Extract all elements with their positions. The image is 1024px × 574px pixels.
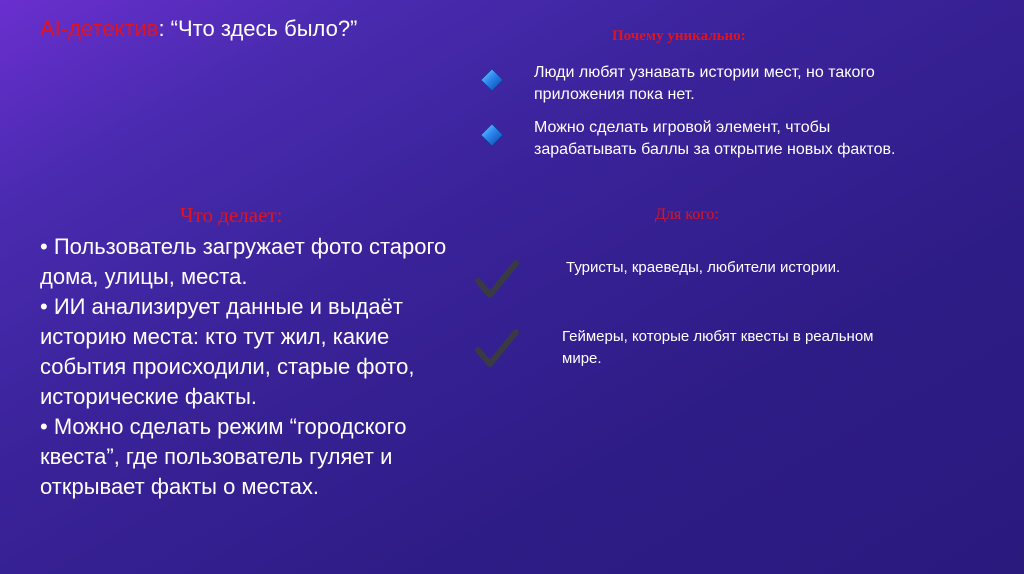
slide-title-accent: AI-детектив [40,16,159,41]
slide-title [40,14,357,44]
why-unique-text: Можно сделать игровой элемент, чтобы зарабатывать баллы за открытие новых фактов. [534,119,896,158]
for-whom-text: Геймеры, которые любят квесты в реальном мире. [562,328,874,367]
why-unique-text: Люди любят узнавать истории мест, но такого приложения пока нет. [534,64,875,103]
what-it-does-heading: Что делает: [180,203,283,227]
what-it-does-item: • Пользователь загружает фото старого дома, улицы, места. [40,234,447,289]
slide-title-rest: : “Что здесь было?” [158,16,358,41]
blue-diamond-icon [480,68,504,92]
what-it-does-item: • ИИ анализирует данные и выдаёт историю места: кто тут жил, какие события происходили, старые фото, исторические факты. [40,294,415,409]
checkmark-icon [472,326,522,372]
for-whom-heading: Для кого: [655,206,719,223]
blue-diamond-icon [480,123,504,147]
checkmark-icon [472,257,522,303]
what-it-does-list [40,232,460,502]
what-it-does-item: • Можно сделать режим “городского квеста”, где пользователь гуляет и открывает факты о местах. [40,414,407,499]
why-unique-heading: Почему уникально: [612,28,746,44]
for-whom-text: Туристы, краеведы, любители истории. [566,259,841,276]
